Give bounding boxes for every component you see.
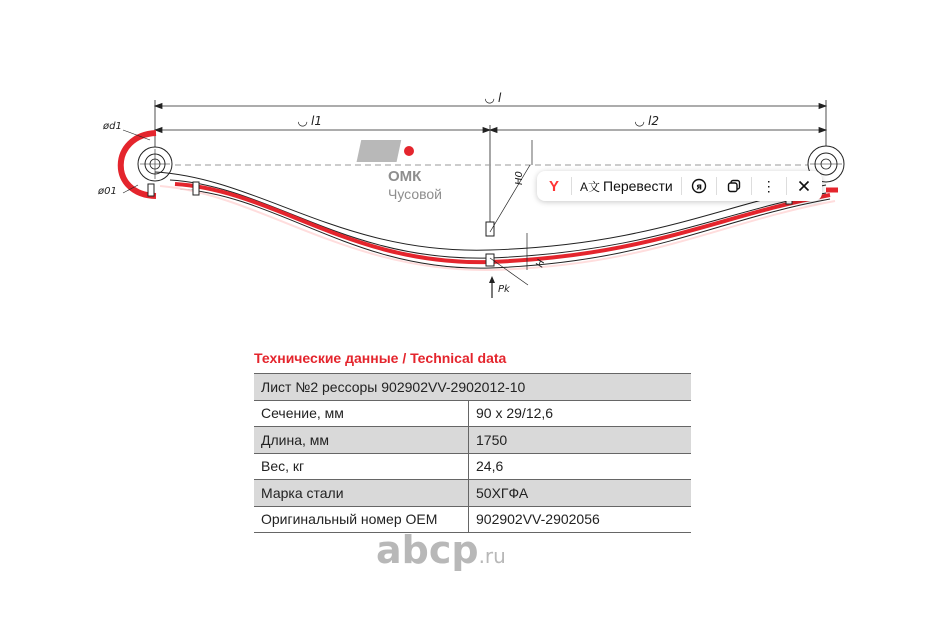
tech-data-table (254, 373, 691, 533)
row-key: Длина, мм (254, 427, 469, 454)
close-icon[interactable] (793, 174, 815, 198)
toolbar-divider (751, 177, 752, 195)
row-value: 902902VV-2902056 (469, 506, 692, 533)
abcp-brand: abcp (376, 528, 479, 572)
toolbar-divider (786, 177, 787, 195)
table-row (254, 427, 691, 454)
dim-label-d01: ø01 (98, 186, 117, 197)
load-arrow (489, 276, 495, 298)
row-key: Вес, кг (254, 453, 469, 480)
row-value: 1750 (469, 427, 692, 454)
svg-text:я: я (695, 182, 702, 193)
row-value: 24,6 (469, 453, 692, 480)
yandex-logo-icon[interactable]: Y (548, 177, 559, 195)
dim-label-l2: ◡ l2 (635, 114, 660, 128)
toolbar-divider (571, 177, 572, 195)
dimension-l (155, 100, 826, 150)
abcp-watermark (376, 528, 506, 572)
row-key: Марка стали (254, 480, 469, 507)
dim-label-h: H (534, 258, 548, 270)
row-key: Оригинальный номер OEM (254, 506, 469, 533)
dim-label-d1: ød1 (103, 121, 122, 132)
table-row (254, 400, 691, 427)
omk-logo-city: Чусовой (388, 186, 443, 202)
table-row (254, 453, 691, 480)
translate-button[interactable] (578, 174, 675, 198)
abcp-tld: .ru (478, 544, 506, 568)
more-icon[interactable]: ⋮ (761, 177, 776, 194)
row-value: 50ХГФА (469, 480, 692, 507)
toolbar-divider (716, 177, 717, 195)
copy-icon[interactable] (723, 174, 745, 198)
omk-logo-name: ОМК (388, 168, 422, 185)
table-row (254, 480, 691, 507)
dim-label-l: ◡ l (485, 91, 502, 105)
tech-data-title: Технические данные / Technical data (254, 350, 507, 366)
translate-toolbar (537, 171, 822, 201)
dim-label-pk: Pk (498, 284, 510, 295)
omk-logo (357, 140, 442, 202)
yandex-search-icon[interactable] (688, 174, 710, 198)
translate-icon: A文 (580, 179, 601, 194)
table-header-row (254, 374, 691, 401)
translate-label: Перевести (603, 178, 673, 194)
dim-label-h0: H0 (514, 171, 525, 185)
dim-label-l1: ◡ l1 (298, 114, 323, 128)
row-key: Сечение, мм (254, 400, 469, 427)
toolbar-divider (681, 177, 682, 195)
table-header-cell: Лист №2 рессоры 902902VV-2902012-10 (254, 374, 691, 401)
row-value: 90 x 29/12,6 (469, 400, 692, 427)
